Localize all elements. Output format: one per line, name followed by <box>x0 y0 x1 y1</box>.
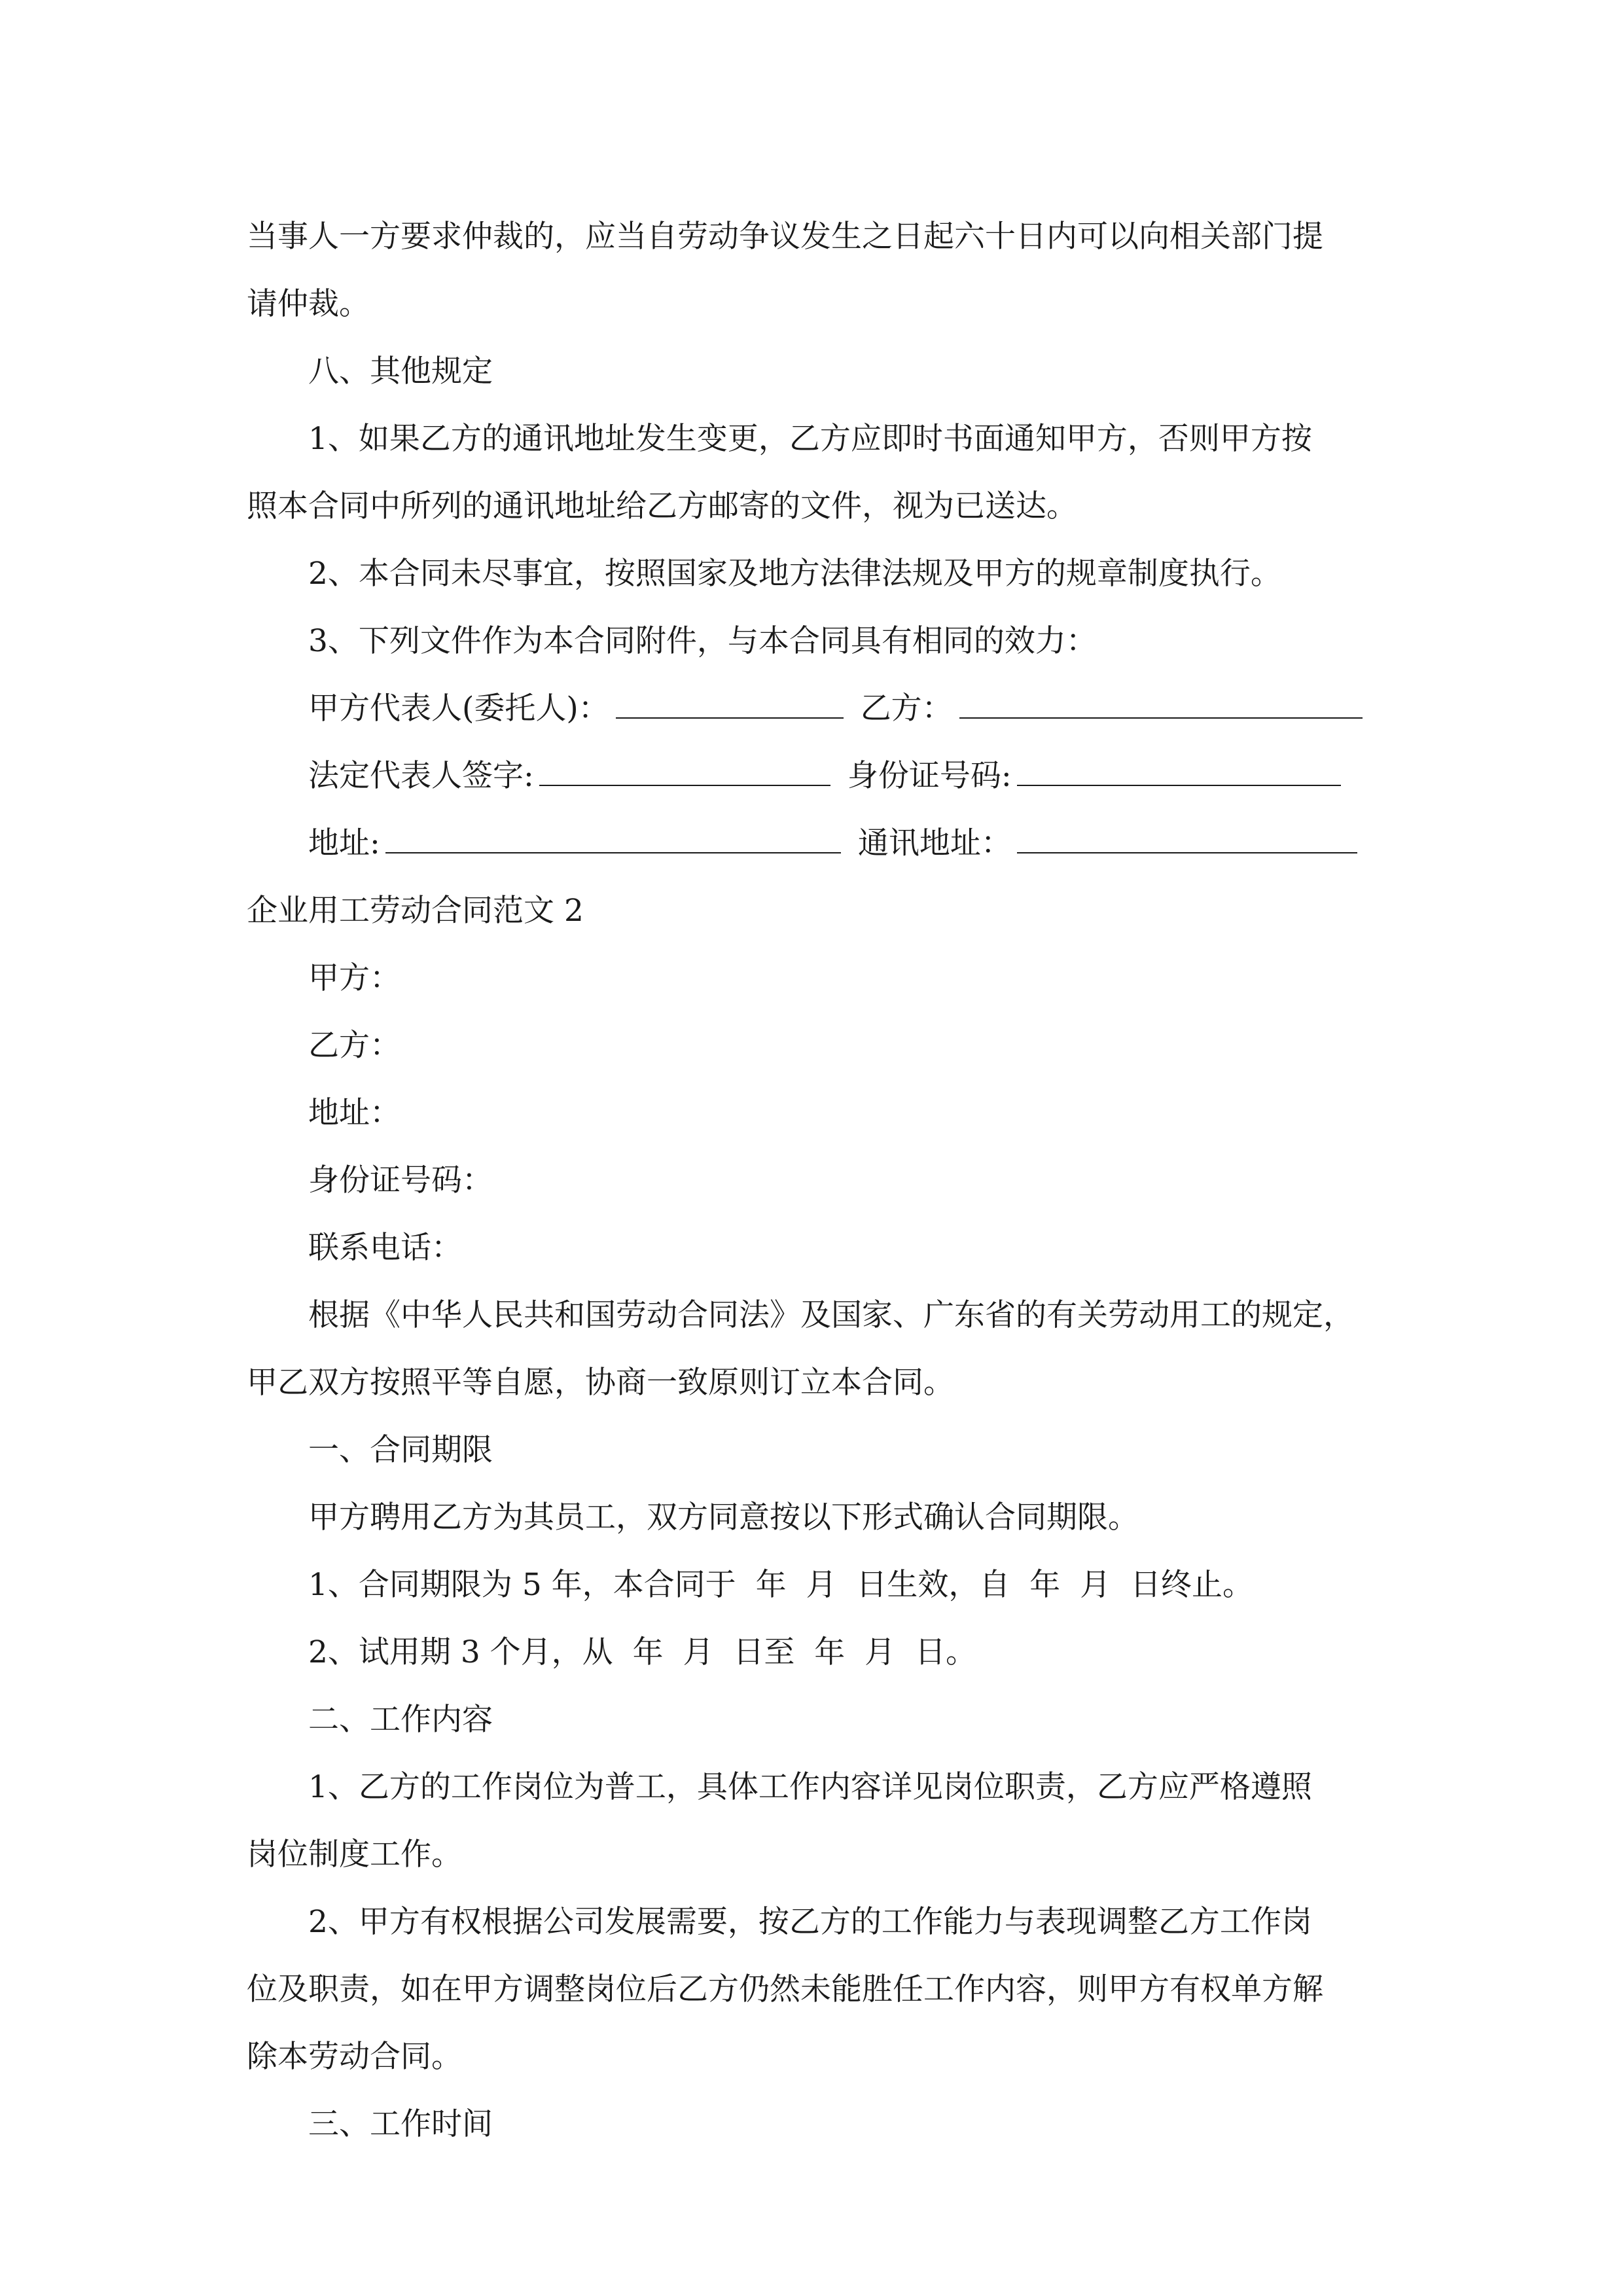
paragraph-hiring: 甲方聘用乙方为其员工，双方同意按以下形式确认合同期限。 <box>308 1499 1139 1535</box>
paragraph-arbitration-line1: 当事人一方要求仲裁的，应当自劳动争议发生之日起六十日内可以向相关部门提 <box>247 219 1323 255</box>
document-body <box>247 203 1379 2158</box>
signature-row-3 <box>247 810 1379 877</box>
legal-rep-sign-label: 法定代表人签字: <box>308 758 534 794</box>
paragraph-adjustment-line2: 位及职责，如在甲方调整岗位后乙方仍然未能胜任工作内容，则甲方有权单方解 <box>247 1971 1323 2007</box>
sample2-intro-line1: 根据《中华人民共和国劳动合同法》及国家、广东省的有关劳动用工的规定， <box>308 1297 1354 1333</box>
signature-row-2 <box>247 742 1379 810</box>
party-a-rep-blank[interactable] <box>616 691 844 719</box>
paragraph-adjustment-line1: 2、甲方有权根据公司发展需要，按乙方的工作能力与表现调整乙方工作岗 <box>308 1904 1312 1940</box>
heading-work-content: 二、工作内容 <box>308 1702 493 1738</box>
sample2-phone: 联系电话： <box>308 1230 462 1266</box>
heading-other-provisions: 八、其他规定 <box>308 353 493 389</box>
sample2-intro-line2: 甲乙双方按照平等自愿，协商一致原则订立本合同。 <box>247 1365 954 1401</box>
sample2-party-b: 乙方： <box>308 1028 401 1064</box>
sample2-title: 企业用工劳动合同范文 2 <box>247 893 584 929</box>
sample2-id-number: 身份证号码： <box>308 1162 493 1198</box>
heading-working-hours: 三、工作时间 <box>308 2106 493 2142</box>
paragraph-job-position-line1: 1、乙方的工作岗位为普工，具体工作内容详见岗位职责，乙方应严格遵照 <box>308 1769 1312 1805</box>
id-number-blank[interactable] <box>1017 759 1341 786</box>
id-number-label: 身份证号码: <box>847 758 1012 794</box>
paragraph-unresolved-matters: 2、本合同未尽事宜，按照国家及地方法律法规及甲方的规章制度执行。 <box>308 556 1281 592</box>
party-a-rep-label: 甲方代表人(委托人)： <box>308 691 609 726</box>
sample2-party-a: 甲方： <box>308 960 401 996</box>
address-blank[interactable] <box>385 826 841 853</box>
paragraph-attachments: 3、下列文件作为本合同附件，与本合同具有相同的效力： <box>308 623 1097 659</box>
party-b-label: 乙方： <box>860 691 953 726</box>
paragraph-arbitration-line2: 请仲裁。 <box>247 286 370 322</box>
paragraph-address-change-line1: 1、如果乙方的通讯地址发生变更，乙方应即时书面通知甲方，否则甲方按 <box>308 421 1312 457</box>
legal-rep-sign-blank[interactable] <box>539 759 830 786</box>
mail-address-label: 通讯地址： <box>857 825 1012 861</box>
paragraph-contract-duration: 1、合同期限为 5 年，本合同于 年 月 日生效，自 年 月 日终止。 <box>308 1567 1253 1603</box>
mail-address-blank[interactable] <box>1017 826 1357 853</box>
party-b-blank[interactable] <box>959 691 1363 719</box>
signature-row-1 <box>247 675 1379 742</box>
paragraph-probation: 2、试用期 3 个月，从 年 月 日至 年 月 日。 <box>308 1634 976 1670</box>
paragraph-adjustment-line3: 除本劳动合同。 <box>247 2039 462 2075</box>
paragraph-address-change-line2: 照本合同中所列的通讯地址给乙方邮寄的文件，视为已送达。 <box>247 488 1077 524</box>
heading-contract-term: 一、合同期限 <box>308 1432 493 1468</box>
sample2-address: 地址： <box>308 1095 401 1131</box>
address-label: 地址: <box>308 825 380 861</box>
paragraph-job-position-line2: 岗位制度工作。 <box>247 1837 462 1873</box>
